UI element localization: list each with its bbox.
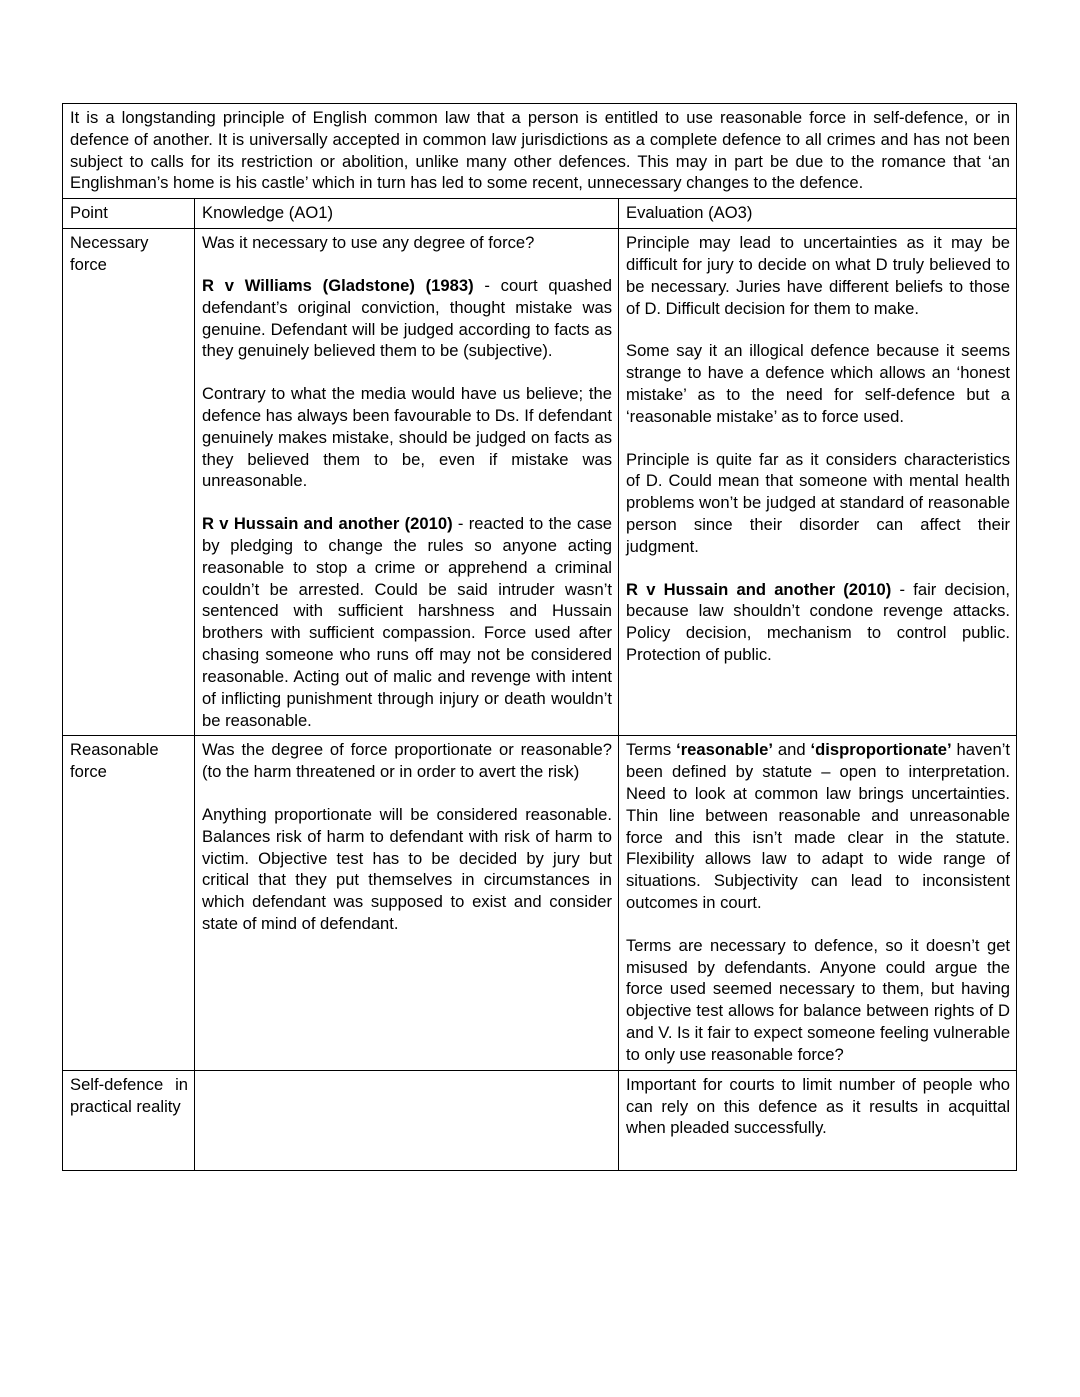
- evaluation-paragraph: Principle is quite far as it considers characteristics of D. Could mean that someone with mental health problems won’t be judged at standard of reasonable person since their disorder can affect their judgment.: [626, 449, 1011, 556]
- case-citation-hussain: R v Hussain and another (2010): [202, 514, 453, 534]
- knowledge-paragraph-case-hussain: [202, 513, 612, 731]
- evaluation-paragraph-terms: [626, 739, 1010, 914]
- table-header-row: [63, 199, 1017, 229]
- point-label: Self-defence in practical reality: [70, 1074, 188, 1116]
- point-label: Necessary force: [70, 233, 149, 274]
- term-disproportionate: ‘disproportionate’: [810, 740, 952, 760]
- row-knowledge-self-defence-practical-reality: [195, 1070, 619, 1170]
- knowledge-paragraph: Was the degree of force proportionate or reasonable? (to the harm threatened or in order to avert the risk): [202, 740, 612, 782]
- term-reasonable: ‘reasonable’: [676, 740, 773, 760]
- knowledge-paragraph: Was it necessary to use any degree of force?: [202, 233, 535, 253]
- evaluation-paragraph: Principle may lead to uncertainties as it may be difficult for jury to decide on what D truly believed to be necessary. Juries have different beliefs to those of D. Difficult decision for them to make.: [626, 233, 1011, 318]
- row-point-necessary-force: [63, 229, 195, 736]
- table-row: [63, 736, 1017, 1070]
- header-point-label: Point: [70, 203, 108, 223]
- row-evaluation-reasonable-force: [619, 736, 1017, 1070]
- row-point-self-defence-practical-reality: [63, 1070, 195, 1170]
- row-evaluation-necessary-force: [619, 229, 1017, 736]
- evaluation-paragraph: Some say it an illogical defence because it seems strange to have a defence which allows an ‘honest mistake’ as to the need for self-defence but a ‘reasonable mistake’ as to force used.: [626, 341, 1011, 426]
- terms-prefix: Terms: [626, 740, 677, 760]
- case-citation-hussain: R v Hussain and another (2010): [626, 579, 892, 599]
- row-evaluation-self-defence-practical-reality: [619, 1070, 1017, 1170]
- point-label: Reasonable force: [70, 740, 159, 782]
- row-knowledge-reasonable-force: [195, 736, 619, 1070]
- evaluation-paragraph-case-hussain: [626, 579, 1010, 666]
- terms-conjunction: and: [772, 740, 811, 760]
- header-knowledge-label: Knowledge (AO1): [202, 203, 333, 223]
- header-knowledge: [195, 199, 619, 229]
- evaluation-paragraph: Important for courts to limit number of people who can rely on this defence as it results in acquittal when pleaded successfully.: [626, 1074, 1011, 1138]
- header-evaluation-label: Evaluation (AO3): [626, 203, 753, 223]
- intro-cell: [63, 104, 1017, 199]
- header-evaluation: [619, 199, 1017, 229]
- row-knowledge-necessary-force: [195, 229, 619, 736]
- knowledge-paragraph-case-williams: [202, 275, 612, 362]
- self-defence-revision-table: [62, 103, 1017, 1171]
- row-point-reasonable-force: [63, 736, 195, 1070]
- intro-row: [63, 104, 1017, 199]
- table-row: [63, 1070, 1017, 1170]
- evaluation-paragraph: Terms are necessary to defence, so it doesn’t get misused by defendants. Anyone could argue the force used seemed necessary to them, but having objective test allows for balance between rights of D and V. Is it fair to expect someone feeling vulnerable to only use reasonable force?: [626, 935, 1011, 1064]
- case-hussain-detail: - reacted to the case by pledging to change the rules so anyone acting reasonable to stop a crime or apprehend a criminal couldn’t be arrested. Could be said intruder wasn’t sentenced with sufficient harshness and Hussain brothers with sufficient compassion. Force used after chasing someone who runs off may not be considered reasonable. Acting out of malic and revenge with intent of inflicting punishment through injury or death wouldn’t be reasonable.: [202, 514, 612, 730]
- case-williams-detail: - court quashed defendant’s original conviction, thought mistake was genuine. Defendant will be judged according to facts as they genuinely believed them to be (subjective).: [202, 275, 612, 361]
- intro-paragraph: It is a longstanding principle of English common law that a person is entitled to use reasonable force in self-defence, or in defence of another. It is universally accepted in common law jurisdictions as a complete defence to all crimes and has not been subject to calls for its restriction or abolition, unlike many other defences. This may in part be due to the romance that ‘an Englishman’s home is his castle’ which in turn has led to some recent, unnecessary changes to the defence.: [70, 108, 1011, 193]
- knowledge-paragraph: Anything proportionate will be considered reasonable. Balances risk of harm to defendant with risk of harm to victim. Objective test has to be decided by jury but critical that they put themselves in circumstances in which defendant was supposed to exist and consider state of mind of defendant.: [202, 804, 612, 933]
- header-point: [63, 199, 195, 229]
- table-row: [63, 229, 1017, 736]
- knowledge-paragraph: Contrary to what the media would have us believe; the defence has always been favourable to Ds. If defendant genuinely makes mistake, should be judged on facts as they believed them to be, even if mistake was unreasonable.: [202, 384, 612, 491]
- case-citation-williams: R v Williams (Gladstone) (1983): [202, 275, 474, 295]
- terms-detail: haven’t been defined by statute – open to interpretation. Need to look at common law brings uncertainties. Thin line between reasonable and unreasonable force and this isn’t made clear in the statute. Flexibility allows law to adapt to wide range of situations. Subjectivity can lead to inconsistent outcomes in court.: [626, 740, 1011, 912]
- case-hussain-evaluation-detail: - fair decision, because law shouldn’t condone revenge attacks. Policy decision, mechanism to control public. Protection of public.: [626, 579, 1011, 665]
